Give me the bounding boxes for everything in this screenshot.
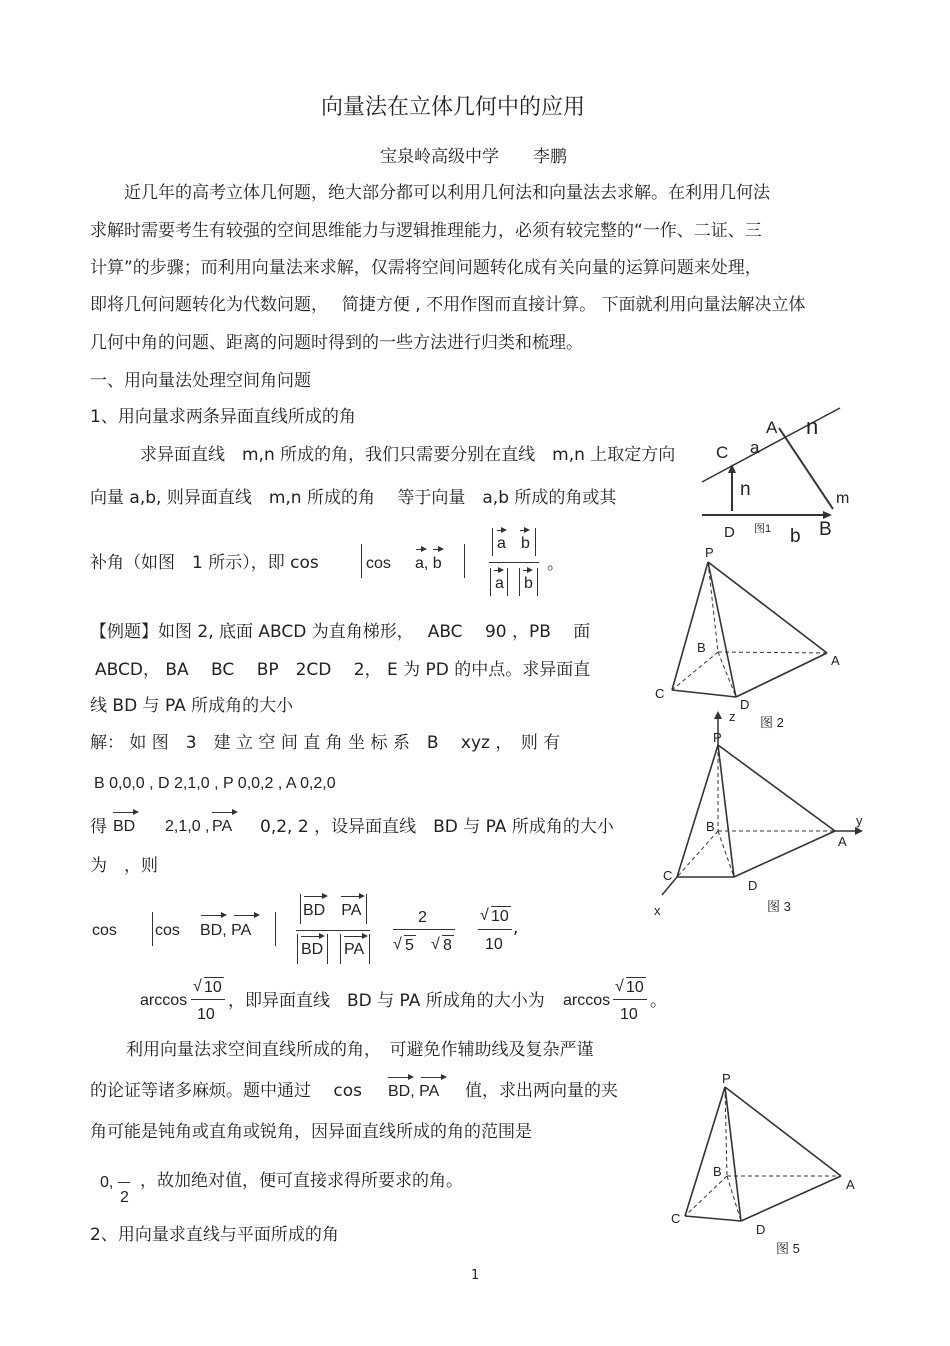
page-title: 向量法在立体几何中的应用 xyxy=(321,95,586,120)
fig1-label-m: m xyxy=(836,490,850,507)
formula2-frac-den-1: 5 xyxy=(405,937,414,954)
formula3-end: 。 xyxy=(650,991,667,1011)
solution-line-3-prefix: 得 xyxy=(90,817,107,837)
formula2-frac-num: 2 xyxy=(418,909,427,926)
formula2-root-num: 10 xyxy=(491,908,509,925)
fig1-label-D: D xyxy=(724,524,735,541)
formula1-ab: a, b xyxy=(415,555,442,572)
sub1-line-2: 向量 a,b, 则异面直线 m,n 所成的角 等于向量 a,b 所成的角或其 xyxy=(90,488,617,508)
formula2-cos: cos xyxy=(92,922,117,939)
intro-line-5: 几何中角的问题、距离的问题时得到的一些方法进行归类和梳理。 xyxy=(90,333,583,353)
fig2-caption: 图 2 xyxy=(760,715,784,730)
fig5-label-D: D xyxy=(756,1222,766,1237)
figure-3 xyxy=(650,705,870,920)
fig3-label-D: D xyxy=(748,878,758,893)
remark-line-2b: 值，求出两向量的夹 xyxy=(465,1081,618,1101)
solution-coordinates: B 0,0,0 , D 2,1,0 , P 0,0,2 , A 0,2,0 xyxy=(94,775,336,792)
remark-line-1: 利用向量法求空间直线所成的角， 可避免作辅助线及复杂严谨 xyxy=(126,1040,594,1060)
fig1-caption: 图1 xyxy=(754,523,772,535)
formula1-end: 。 xyxy=(547,554,564,574)
range-den: 2 xyxy=(120,1189,129,1206)
fig3-label-C: C xyxy=(663,868,673,883)
fig1-label-n: n xyxy=(740,479,751,500)
formula2-den-pa: PA xyxy=(344,941,365,958)
vector-bd: BD xyxy=(113,818,136,835)
range-text: ，故加绝对值，便可直接求得所要求的角。 xyxy=(140,1171,463,1191)
fig5-label-C: C xyxy=(671,1211,681,1226)
formula3-num-1: 10 xyxy=(204,979,222,996)
sub1-line-3: 补角（如图 1 所示），即 cos xyxy=(90,553,319,573)
fig5-label-B: B xyxy=(713,1164,722,1179)
vector-pa: PA xyxy=(212,818,233,835)
range-zero: 0, xyxy=(100,1174,114,1191)
figure-5 xyxy=(665,1070,875,1265)
fig1-label-C: C xyxy=(716,443,729,462)
formula2-vectors: BD, PA xyxy=(200,922,252,939)
fig3-label-B: B xyxy=(706,819,715,834)
remark-vectors: BD, PA xyxy=(388,1083,440,1100)
formula3-arccos-1: arccos xyxy=(140,992,188,1009)
vector-bd-value: 2,1,0 , xyxy=(165,818,210,835)
fig3-label-x: x xyxy=(654,903,661,918)
formula3-num-2: 10 xyxy=(626,979,644,996)
fig3-label-P: P xyxy=(713,730,722,745)
intro-line-1: 近几年的高考立体几何题，绝大部分都可以利用几何法和向量法去求解。在利用几何法 xyxy=(124,183,770,203)
fig3-label-y: y xyxy=(856,813,863,828)
fig5-label-P: P xyxy=(722,1071,731,1086)
section-heading-1: 一、用向量法处理空间角问题 xyxy=(90,371,311,391)
formula2-den-bd: BD xyxy=(301,941,324,958)
formula2-tail: , xyxy=(513,918,519,938)
fig2-label-C: C xyxy=(655,686,665,701)
formula1-den-a: a xyxy=(495,575,504,592)
fig1-label-n-top: n xyxy=(806,414,819,439)
fig2-label-P: P xyxy=(705,545,714,560)
formula2-root-den: 10 xyxy=(485,936,503,953)
fig3-caption: 图 3 xyxy=(767,899,791,914)
remark-line-3: 角可能是钝角或直角或锐角，因异面直线所成的角的范围是 xyxy=(90,1122,532,1142)
fig1-label-a: a xyxy=(750,438,760,457)
formula3-den-2: 10 xyxy=(620,1006,638,1023)
fig5-caption: 图 5 xyxy=(776,1241,800,1256)
subsection-heading-1: 1、用向量求两条异面直线所成的角 xyxy=(90,407,356,427)
author-line: 宝泉岭高级中学 李鹏 xyxy=(380,147,567,167)
subsection-heading-2: 2、用向量求直线与平面所成的角 xyxy=(90,1225,339,1245)
fig3-label-A: A xyxy=(838,834,847,849)
formula1-num-b: b xyxy=(521,535,530,552)
figure-1 xyxy=(690,405,870,550)
fig2-label-D: D xyxy=(740,697,750,712)
formula2-numerator: BD PA xyxy=(303,902,362,919)
fig5-label-A: A xyxy=(846,1177,855,1192)
fig2-label-B: B xyxy=(697,640,706,655)
formula3-den-1: 10 xyxy=(197,1006,215,1023)
example-line-1: 【例题】如图 2, 底面 ABCD 为直角梯形， ABC 90 ，PB 面 xyxy=(90,622,591,642)
remark-line-2: 的论证等诸多麻烦。题中通过 cos xyxy=(90,1081,363,1101)
formula2-frac-den-2: 8 xyxy=(443,937,452,954)
formula1-num-a: a xyxy=(497,535,506,552)
page-number: 1 xyxy=(471,1268,480,1283)
fig1-label-A: A xyxy=(766,418,778,437)
fig2-label-A: A xyxy=(831,653,840,668)
intro-line-4: 即将几何问题转化为代数问题， 简捷方便 , 不用作图而直接计算。 下面就利用向量法解决立体 xyxy=(90,295,806,315)
solution-line-4: 为 ，则 xyxy=(90,856,158,876)
formula1-den-b: b xyxy=(524,575,533,592)
fig3-label-z: z xyxy=(729,709,736,724)
intro-line-2: 求解时需要考生有较强的空间思维能力与逻辑推理能力，必须有较完整的“一作、二证、三 xyxy=(90,221,762,241)
vector-pa-value: 0,2, 2 ，设异面直线 BD 与 PA 所成角的大小 xyxy=(260,817,614,837)
formula1-cos: cos xyxy=(366,555,391,572)
example-line-2: ABCD， BA BC BP 2CD 2， E 为 PD 的中点。求异面直 xyxy=(95,660,591,680)
sub1-line-1: 求异面直线 m,n 所成的角，我们只需要分别在直线 m,n 上取定方向 xyxy=(140,445,676,465)
formula3-middle: ，即异面直线 BD 与 PA 所成角的大小为 xyxy=(228,991,545,1011)
solution-line-1: 解： 如 图 3 建 立 空 间 直 角 坐 标 系 B xyz ， 则 有 xyxy=(90,733,561,753)
example-line-3: 线 BD 与 PA 所成角的大小 xyxy=(90,696,294,716)
intro-line-3: 计算”的步骤；而利用向量法来求解，仅需将空间问题转化成有关向量的运算问题来处理， xyxy=(90,258,762,278)
formula3-arccos-2: arccos xyxy=(563,992,611,1009)
fig1-label-b: b xyxy=(790,526,801,547)
formula2-cos-inner: cos xyxy=(155,922,180,939)
fig1-label-B: B xyxy=(819,519,832,540)
